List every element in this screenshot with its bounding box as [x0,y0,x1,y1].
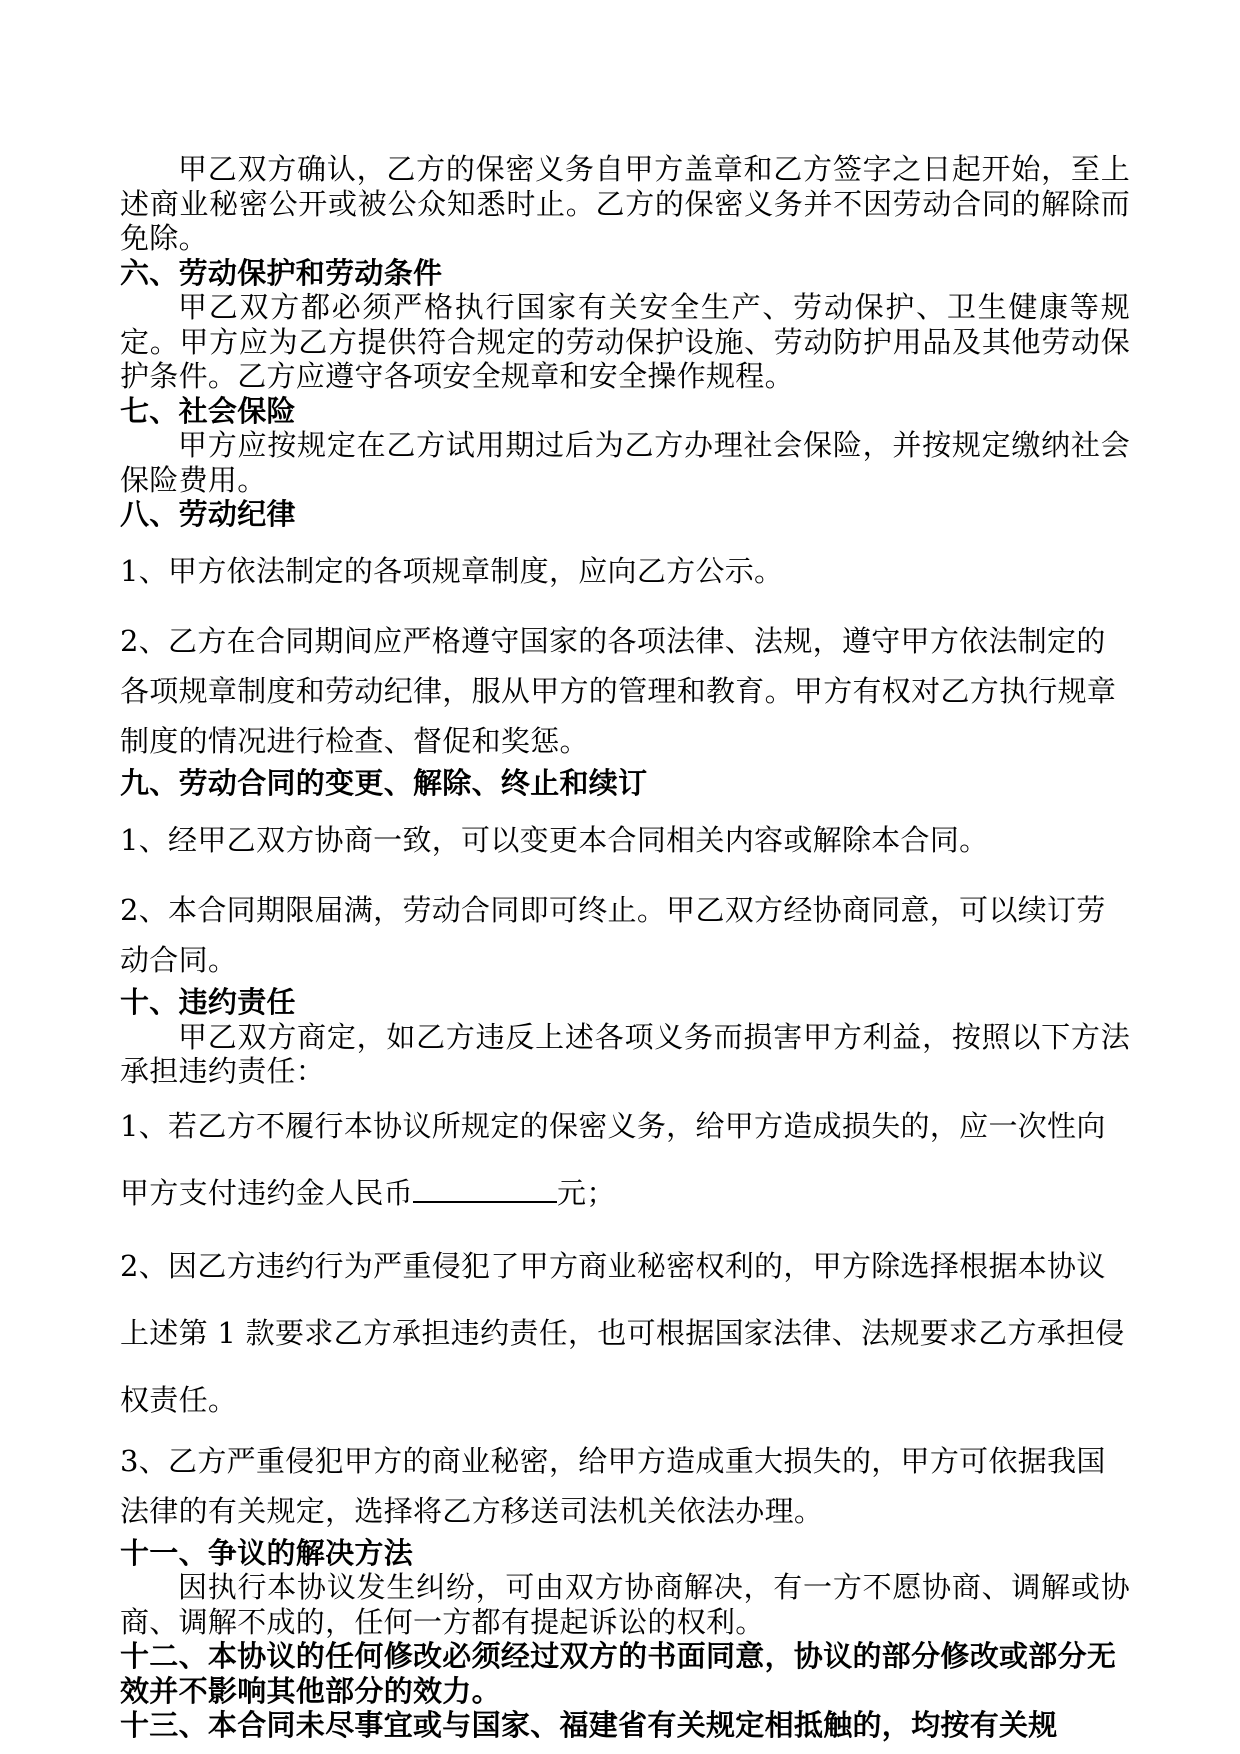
section-11-paragraph: 因执行本协议发生纠纷，可由双方协商解决，有一方不愿协商、调解或协商、调解不成的，任何一方都有提起诉讼的权利。 [120,1570,1130,1639]
section-10-paragraph: 甲乙双方商定，如乙方违反上述各项义务而损害甲方利益，按照以下方法承担违约责任： [120,1019,1130,1088]
section-10-item-3: 3、乙方严重侵犯甲方的商业秘密，给甲方造成重大损失的，甲方可依据我国法律的有关规定，选择将乙方移送司法机关依法办理。 [120,1443,1106,1528]
section-12-clause: 十二、本协议的任何修改必须经过双方的书面同意，协议的部分修改或部分无效并不影响其他部分的效力。 [120,1639,1117,1708]
section-13-clause: 十三、本合同未尽事宜或与国家、福建省有关规定相抵触的，均按有关规 [120,1708,1058,1742]
confidentiality-paragraph: 甲乙双方确认，乙方的保密义务自甲方盖章和乙方签字之日起开始，至上述商业秘密公开或被公众知悉时止。乙方的保密义务并不因劳动合同的解除而免除。 [120,152,1130,255]
section-8-heading: 八、劳动纪律 [120,497,296,531]
section-6-paragraph: 甲乙双方都必须严格执行国家有关安全生产、劳动保护、卫生健康等规定。甲方应为乙方提供符合规定的劳动保护设施、劳动防护用品及其他劳动保护条件。乙方应遵守各项安全规章和安全操作规程。 [120,290,1130,393]
penalty-amount-blank [413,1177,557,1203]
section-7-paragraph: 甲方应按规定在乙方试用期过后为乙方办理社会保险，并按规定缴纳社会保险费用。 [120,428,1130,497]
section-9-item-2: 2、本合同期限届满，劳动合同即可终止。甲乙双方经协商同意，可以续订劳动合同。 [120,893,1106,977]
section-10-heading: 十、违约责任 [120,985,296,1019]
section-9-item-1: 1、经甲乙双方协商一致，可以变更本合同相关内容或解除本合同。 [120,822,989,857]
section-10-item-2: 2、因乙方违约行为严重侵犯了甲方商业秘密权利的，甲方除选择根据本协议上述第 1 款要求乙方承担违约责任，也可根据国家法律、法规要求乙方承担侵权责任。 [120,1248,1125,1417]
section-7-heading: 七、社会保险 [120,393,296,428]
document-page [120,152,1130,1743]
section-8-item-1: 1、甲方依法制定的各项规章制度，应向乙方公示。 [120,553,784,588]
section-10-item-1-text: 1、若乙方不履行本协议所规定的保密义务，给甲方造成损失的，应一次性向甲方支付违约金人民币 [120,1108,1106,1210]
section-10-item-1-unit: 元； [557,1175,616,1210]
section-11-heading: 十一、争议的解决方法 [120,1535,414,1570]
section-9-heading: 九、劳动合同的变更、解除、终止和续订 [120,766,648,800]
section-6-heading: 六、劳动保护和劳动条件 [120,255,443,290]
section-10-item-1 [120,1093,1130,1227]
section-8-item-2: 2、乙方在合同期间应严格遵守国家的各项法律、法规，遵守甲方依法制定的各项规章制度和劳动纪律，服从甲方的管理和教育。甲方有权对乙方执行规章制度的情况进行检查、督促和奖惩。 [120,624,1117,758]
